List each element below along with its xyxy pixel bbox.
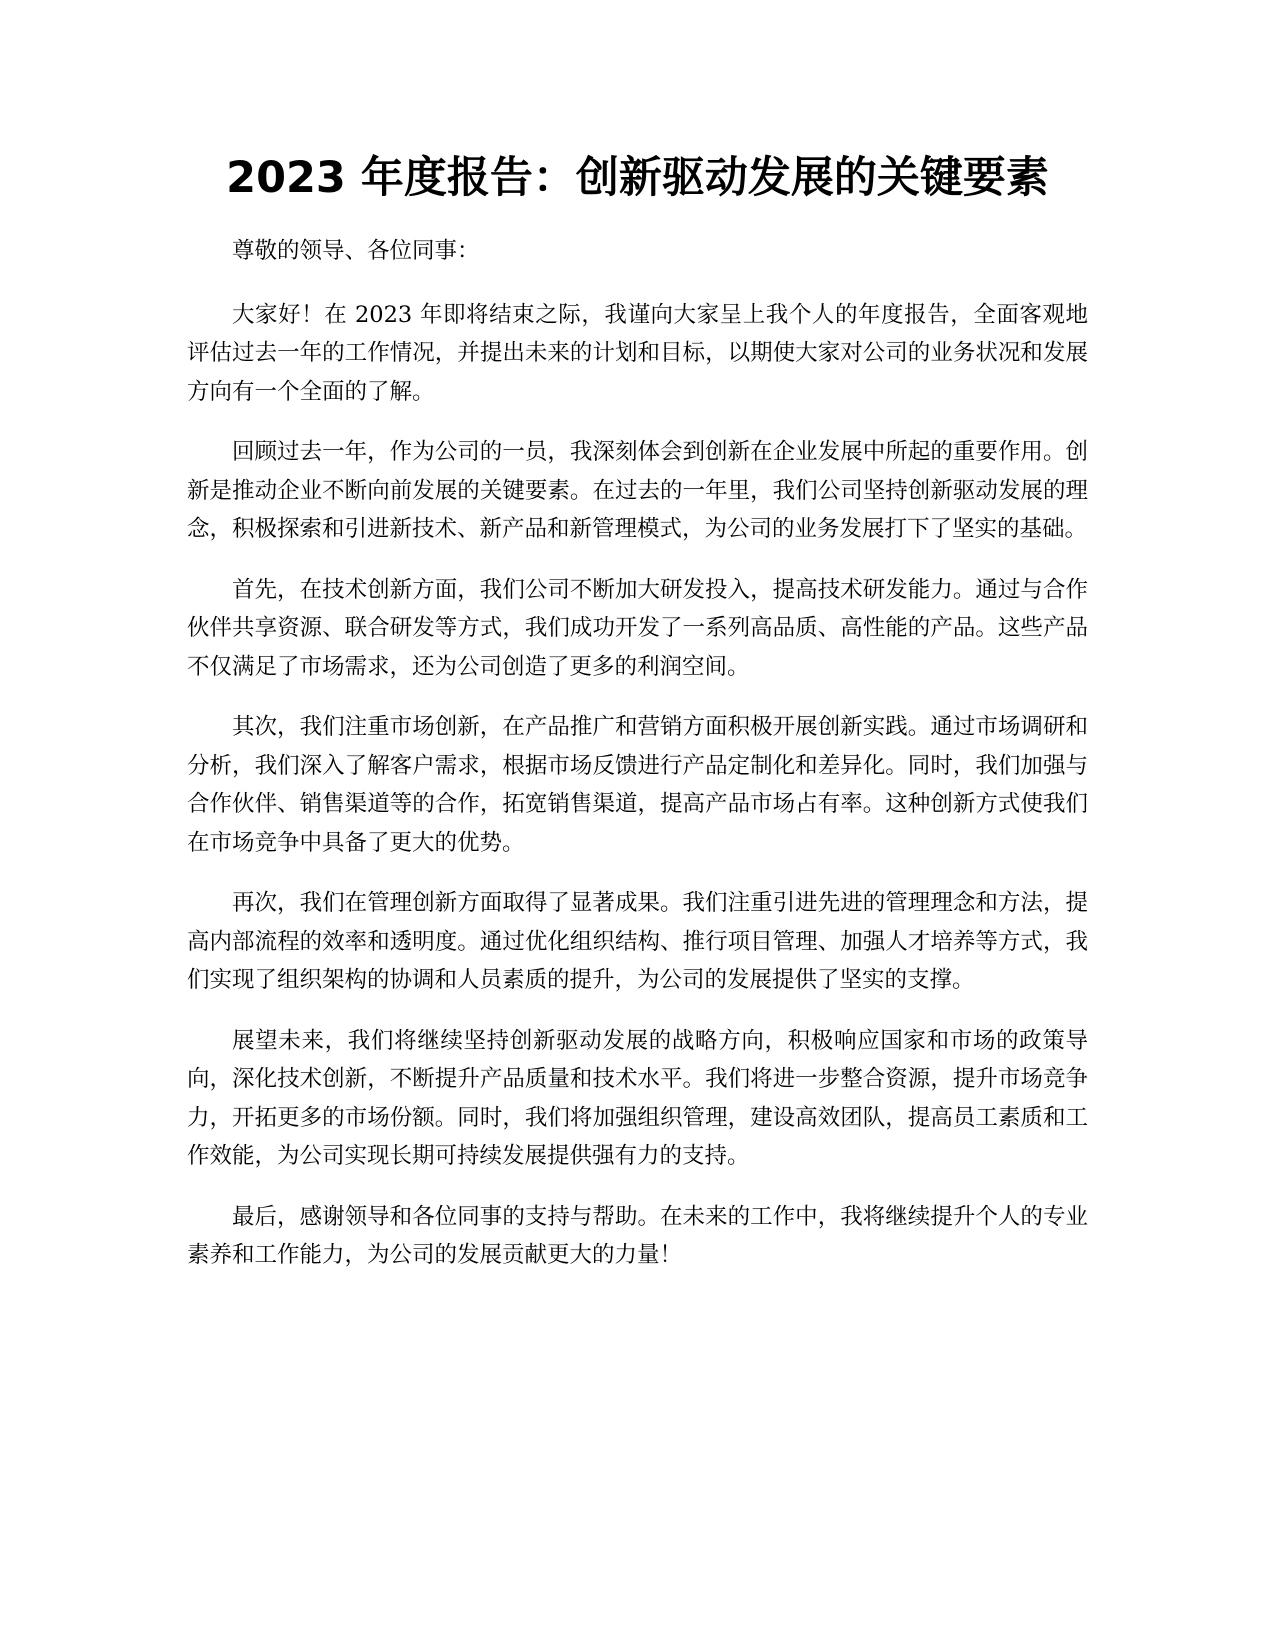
paragraph-market-innovation: 其次，我们注重市场创新，在产品推广和营销方面积极开展创新实践。通过市场调研和分析，我们深入了解客户需求，根据市场反馈进行产品定制化和差异化。同时，我们加强与合作伙伴、销售渠道等的合作，拓宽销售渠道，提高产品市场占有率。这种创新方式使我们在市场竞争中具备了更大的优势。 xyxy=(187,714,1088,856)
paragraph-closing: 最后，感谢领导和各位同事的支持与帮助。在未来的工作中，我将继续提升个人的专业素养和工作能力，为公司的发展贡献更大的力量！ xyxy=(187,1203,1088,1268)
paragraph-review: 回顾过去一年，作为公司的一员，我深刻体会到创新在企业发展中所起的重要作用。创新是推动企业不断向前发展的关键要素。在过去的一年里，我们公司坚持创新驱动发展的理念，积极探索和引进新技术、新产品和新管理模式，为公司的业务发展打下了坚实的基础。 xyxy=(187,439,1088,542)
paragraph-management-innovation: 再次，我们在管理创新方面取得了显著成果。我们注重引进先进的管理理念和方法，提高内部流程的效率和透明度。通过优化组织结构、推行项目管理、加强人才培养等方式，我们实现了组织架构的协调和人员素质的提升，为公司的发展提供了坚实的支撑。 xyxy=(187,890,1088,993)
paragraph-greeting: 大家好！在 2023 年即将结束之际，我谨向大家呈上我个人的年度报告，全面客观地评估过去一年的工作情况，并提出未来的计划和目标，以期使大家对公司的业务状况和发展方向有一个全面的了解。 xyxy=(187,301,1088,405)
paragraph-technology-innovation: 首先，在技术创新方面，我们公司不断加大研发投入，提高技术研发能力。通过与合作伙伴共享资源、联合研发等方式，我们成功开发了一系列高品质、高性能的产品。这些产品不仅满足了市场需求，还为公司创造了更多的利润空间。 xyxy=(187,576,1088,680)
document-title: 2023 年度报告：创新驱动发展的关键要素 xyxy=(226,153,1049,203)
salutation: 尊敬的领导、各位同事： xyxy=(232,238,480,264)
paragraph-outlook: 展望未来，我们将继续坚持创新驱动发展的战略方向，积极响应国家和市场的政策导向，深化技术创新，不断提升产品质量和技术水平。我们将进一步整合资源，提升市场竞争力，开拓更多的市场份额。同时，我们将加强组织管理，建设高效团队，提高员工素质和工作效能，为公司实现长期可持续发展提供强有力的支持。 xyxy=(187,1027,1088,1169)
